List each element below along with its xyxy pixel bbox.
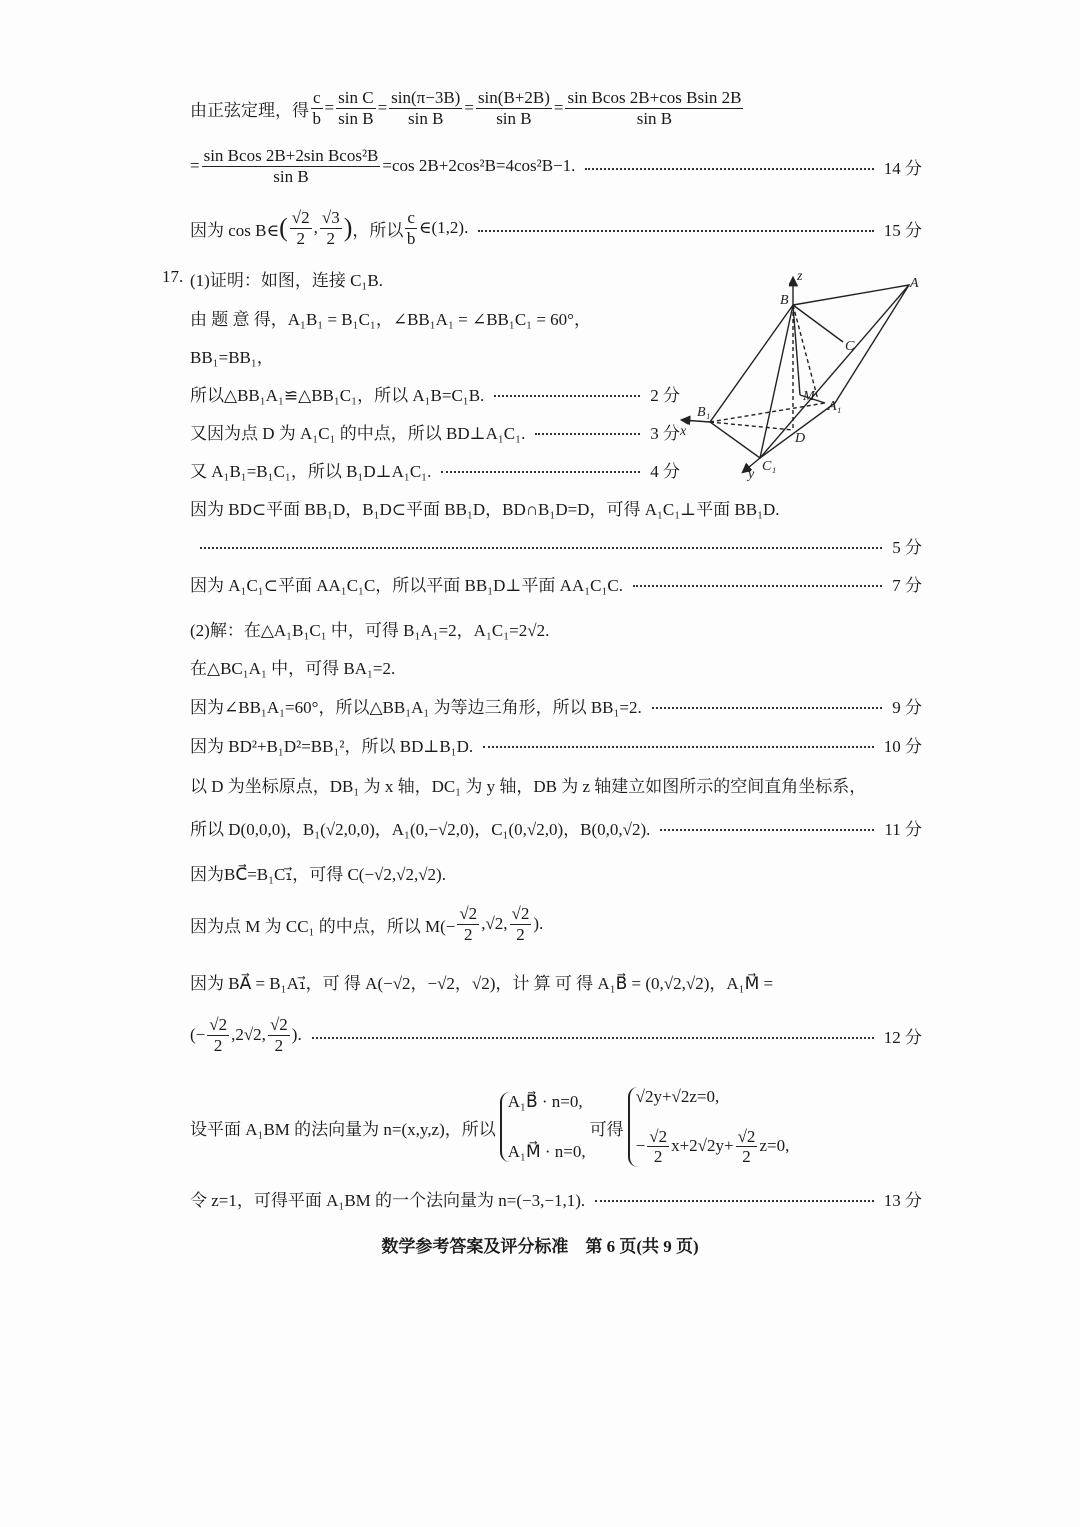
fraction <box>268 1015 290 1055</box>
den: 2 <box>516 924 525 944</box>
text: =cos 2B+2cos²B=4cos²B−1. <box>382 156 576 175</box>
den: sin B <box>636 108 673 128</box>
leader-dots <box>441 471 640 473</box>
num: √2 <box>209 1014 228 1034</box>
leader-dots <box>633 585 882 587</box>
leader-dots <box>535 433 640 435</box>
den: 2 <box>326 228 336 248</box>
text: 可得 <box>589 1119 624 1139</box>
score: 9 分 <box>892 697 922 717</box>
fraction <box>457 904 479 944</box>
solution-line <box>190 563 922 603</box>
text: (2)解：在△A₁B₁C₁ 中，可得 B₁A₁=2，A₁C₁=2√2. <box>190 620 550 640</box>
score: 7 分 <box>892 575 922 595</box>
line-M <box>190 904 922 944</box>
num: sin Bcos 2B+2sin Bcos²B <box>203 145 379 165</box>
score: 13 分 <box>883 1190 922 1210</box>
text: 所以 D(0,0,0)，B₁(√2,0,0)，A₁(0,−√2,0)，C₁(0,√2,0)，B(0,0,√2). <box>190 819 651 839</box>
figure-label-M: M <box>803 389 815 404</box>
x-axis <box>682 420 710 422</box>
fraction <box>202 146 381 186</box>
leader-dots <box>478 230 873 232</box>
solution-line <box>190 807 922 847</box>
figure-label-D: D <box>795 431 806 446</box>
num: sin C <box>338 87 374 107</box>
leader-dots <box>200 547 882 549</box>
line-15: 因为 cos B∈ ( $\frac{√2}{2}$ , $\frac{√3}{2}$ ) ，所以 $\frac{c}{b}$ ∈(1,2). 15 分 <box>190 207 922 248</box>
line-A <box>190 961 922 1001</box>
score: 5 分 <box>892 537 922 557</box>
solution-line <box>190 297 680 337</box>
den: sin B <box>496 108 532 128</box>
solution-line <box>190 724 922 764</box>
text: 因为 BD²+B₁D²=BB₁²，所以 BD⊥B₁D. <box>190 736 474 756</box>
figure-label-C1: C₁ <box>762 459 777 474</box>
question-number: 17. <box>162 267 184 286</box>
den: 2 <box>742 1147 751 1167</box>
fraction <box>389 88 462 128</box>
score: 12 分 <box>883 1027 922 1047</box>
den: sin B <box>408 108 444 128</box>
text: ,2√2, <box>231 1025 266 1044</box>
text: ，所以 <box>352 220 404 240</box>
equation-system <box>628 1087 790 1167</box>
text: 因为BC⃗=B₁C₁⃗，可得 C(−√2,√2,√2). <box>190 864 446 884</box>
text: ∈(1,2). <box>418 218 469 237</box>
equation: A₁M⃗ · n=0, <box>507 1142 586 1161</box>
prism-figure <box>670 262 930 482</box>
edge-BM <box>793 305 800 395</box>
leader-dots <box>595 1200 874 1202</box>
dashed-lines <box>710 305 825 430</box>
leader-dots <box>660 829 874 831</box>
den: 2 <box>464 924 473 944</box>
line-sine-rule: 由正弦定理，得 $\frac{c}{b}$ = $\frac{\text{sin C}}{\text{sin B}}$ = $\frac{\sin(\pi-3B)}{\text{sin B}}$ = $\frac{\sin(B+2B)}{\text{sin B}}$ = $\frac{\text{sin Bcos 2B+cos Bsin 2B}}{\text{sin B}}$ <box>190 87 742 128</box>
text: 因为 A₁C₁⊂平面 AA₁C₁C，所以平面 BB₁D⊥平面 AA₁C₁C. <box>190 575 624 595</box>
figure-label-z: z <box>797 269 803 284</box>
solution-line <box>190 373 680 413</box>
solution-line <box>190 335 680 375</box>
text: ,√2, <box>481 914 508 933</box>
num: √2 <box>269 1014 288 1034</box>
fraction <box>290 208 312 248</box>
line-12 <box>190 1015 922 1055</box>
figure-label-B: B <box>780 293 789 308</box>
fraction <box>405 208 417 248</box>
num: √2 <box>291 207 310 227</box>
num: sin Bcos 2B+cos Bsin 2B <box>567 87 742 107</box>
solution-line <box>190 525 922 565</box>
text: 所以△BB₁A₁≌△BB₁C₁，所以 A₁B=C₁B. <box>190 385 485 405</box>
leader-dots <box>585 168 873 170</box>
equation: A₁B⃗ · n=0, <box>507 1092 583 1111</box>
num: sin(B+2B) <box>477 87 550 107</box>
solution-line <box>190 646 922 686</box>
text: 设平面 A₁BM 的法向量为 n=(x,y,z)，所以 <box>190 1119 496 1139</box>
num: sin(π−3B) <box>391 87 461 107</box>
leader-dots <box>494 395 640 397</box>
text: ). <box>291 1025 302 1044</box>
text: − <box>635 1135 646 1155</box>
score: 4 分 <box>650 461 680 481</box>
num: √2 <box>737 1126 756 1146</box>
fraction <box>565 88 743 128</box>
figure-label-y: y <box>748 467 755 482</box>
den: b <box>312 108 322 128</box>
edge-BC <box>793 305 843 342</box>
leader-dots <box>483 746 874 748</box>
den: sin B <box>273 166 309 186</box>
leader-dots <box>652 707 882 709</box>
text: 以 D 为坐标原点，DB₁ 为 x 轴，DC₁ 为 y 轴，DB 为 z 轴建立如图所示的空间直角坐标系， <box>190 776 867 796</box>
score: 3 分 <box>650 423 680 443</box>
figure-label-B1: B₁ <box>697 405 711 420</box>
figure-label-A1: A₁ <box>828 399 842 414</box>
num: c <box>407 207 415 227</box>
figure-label-x: x <box>680 424 687 439</box>
equation <box>636 1127 790 1167</box>
text: (1)证明：如图，连接 C₁B. <box>190 270 383 290</box>
text: z=0, <box>759 1135 790 1155</box>
fraction <box>510 904 532 944</box>
text: BB₁=BB₁， <box>190 347 274 367</box>
score: 2 分 <box>650 385 680 405</box>
page-footer: 数学参考答案及评分标准 第 6 页(共 9 页) <box>381 1237 699 1256</box>
fraction <box>647 1127 669 1167</box>
text: 由 题 意 得，A₁B₁ = B₁C₁，∠BB₁A₁ = ∠BB₁C₁ = 60°， <box>190 309 591 329</box>
text: 在△BC₁A₁ 中，可得 BA₁=2. <box>190 658 396 678</box>
num: √2 <box>459 903 478 923</box>
solution-line <box>190 685 922 725</box>
den: 2 <box>274 1035 284 1055</box>
text: 因为 cos B∈ <box>190 220 280 240</box>
num: √2 <box>649 1126 668 1146</box>
fraction <box>736 1127 758 1167</box>
line-13 <box>190 1178 922 1218</box>
edges <box>710 285 909 458</box>
text: (− <box>190 1025 206 1044</box>
solution-line <box>190 449 680 489</box>
line-14: = $\frac{\text{sin Bcos 2B+2sin Bcos²B}}{\text{sin B}}$ =cos 2B+2cos²B=4cos²B−1. 14 分 <box>190 145 922 186</box>
num: √3 <box>321 207 340 227</box>
text: 令 z=1，可得平面 A₁BM 的一个法向量为 n=(−3,−1,1). <box>190 1190 586 1210</box>
fraction <box>311 88 323 128</box>
den: b <box>406 228 416 248</box>
leader-dots <box>312 1037 874 1039</box>
solution-line <box>190 608 922 648</box>
text: 由正弦定理，得 <box>190 100 309 120</box>
den: 2 <box>213 1035 223 1055</box>
equation: √2y+√2z=0, <box>635 1087 720 1106</box>
figure-label-A: A <box>910 276 919 291</box>
score: 11 分 <box>884 819 922 839</box>
den: 2 <box>653 1147 663 1167</box>
score: 14 分 <box>883 158 922 178</box>
solution-line <box>190 411 680 451</box>
score: 15 分 <box>883 220 922 240</box>
den: sin B <box>338 108 374 128</box>
solution-line <box>190 764 922 804</box>
text: x+2√2y+ <box>671 1135 734 1155</box>
text: ). <box>533 914 544 933</box>
solution-line <box>190 258 680 298</box>
figure-label-C: C <box>845 339 855 354</box>
text: 因为∠BB₁A₁=60°，所以△BB₁A₁ 为等边三角形，所以 BB₁=2. <box>190 697 642 717</box>
text: 又因为点 D 为 A₁C₁ 的中点，所以 BD⊥A₁C₁. <box>190 423 526 443</box>
equation-system <box>500 1092 586 1162</box>
edge-AC1 <box>760 285 909 458</box>
solution-line <box>190 487 922 527</box>
num: c <box>313 87 321 107</box>
fraction <box>336 88 375 128</box>
text: 因为 BD⊂平面 BB₁D，B₁D⊂平面 BB₁D，BD∩B₁D=D，可得 A₁C₁⊥平面 BB₁D. <box>190 499 780 519</box>
text: 因为点 M 为 CC₁ 的中点，所以 M(− <box>190 916 456 936</box>
text: 又 A₁B₁=B₁C₁，所以 B₁D⊥A₁C₁. <box>190 461 432 481</box>
line-normal-system <box>190 1082 922 1172</box>
text: 因为 BA⃗ = B₁A₁⃗，可 得 A(−√2，−√2，√2)，计 算 可 得 A₁B⃗ = (0,√2,√2)，A₁M⃗ = <box>190 973 774 993</box>
num: √2 <box>511 903 530 923</box>
fraction <box>476 88 552 128</box>
den: 2 <box>296 228 305 248</box>
fraction <box>207 1015 229 1055</box>
score: 10 分 <box>883 736 922 756</box>
solution-line <box>190 852 922 892</box>
fraction <box>320 208 342 248</box>
